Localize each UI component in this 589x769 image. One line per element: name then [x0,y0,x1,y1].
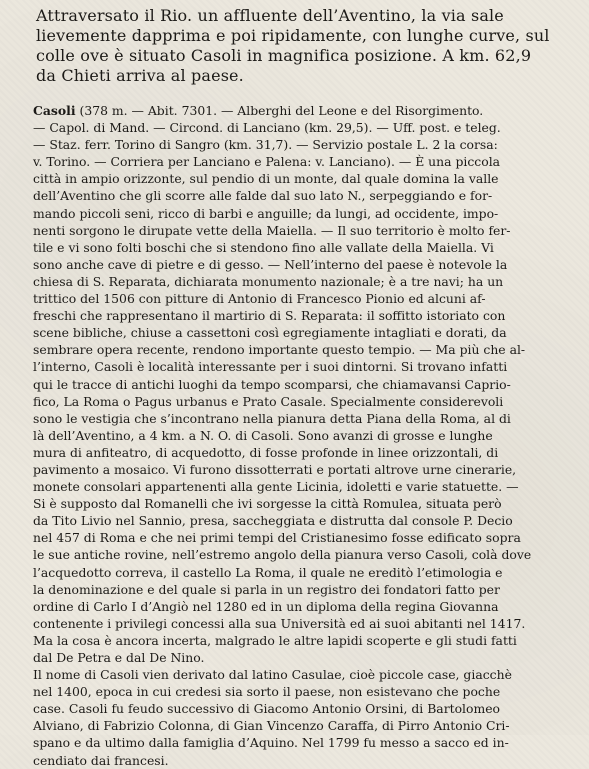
body-line: freschi che rappresentano il martirio di S. Reparata: il soffitto istoriato con [33,308,506,324]
body-line: cendiato dai francesi. [33,752,169,768]
intro-line: da Chieti arriva al paese. [36,66,244,85]
body-line: qui le tracce di antichi luoghi da tempo scomparsi, che chiamavansi Caprio- [33,376,511,392]
body-line: chiesa di S. Reparata, dichiarata monumento nazionale; è a tre navi; ha un [33,273,504,289]
intro-line: Attraversato il Rio. un affluente dell’Aventino, la via sale [36,6,504,25]
body-line: la denominazione e del quale si parla in un registro dei fondatori fatto per [33,581,500,597]
body-line: nenti sorgono le dirupate vette della Maiella. — Il suo territorio è molto fer- [33,222,511,238]
body-line: case. Casoli fu feudo successivo di Giacomo Antonio Orsini, di Bartolomeo [33,701,501,717]
body-line: l’acquedotto correva, il castello La Roma, il quale ne ereditò l’etimologia e [33,564,503,580]
body-line: mura di anfiteatro, di acquedotto, di fosse profonde in linee orizzontali, di [33,444,499,460]
body-line: Alviano, di Fabrizio Colonna, di Gian Vincenzo Caraffa, di Pirro Antonio Cri- [33,718,510,734]
body-line: Ma la cosa è ancora incerta, malgrado le altre lapidi scoperte e gli studi fatti [33,632,517,648]
body-line: — Staz. ferr. Torino di Sangro (km. 31,7). — Servizio postale L. 2 la corsa: [33,137,498,153]
body-line: dell’Aventino che gli scorre alle falde dal suo lato N., serpeggiando e for- [33,188,493,204]
body-line: ordine di Carlo I d’Angiò nel 1280 ed in un diploma della regina Giovanna [33,598,499,614]
entry-body [33,102,579,769]
body-line: l’interno, Casoli è località interessante per i suoi dintorni. Si trovano infatti [33,359,508,375]
body-line: città in ampio orizzonte, sul pendio di un monte, dal quale domina la valle [33,171,499,187]
body-line: Si è supposto dal Romanelli che ivi sorgesse la città Romulea, situata però [33,496,502,512]
intro-paragraph [36,6,576,86]
body-line: pavimento a mosaico. Vi furono dissotterrati e portati altrove urne cinerarie, [33,461,517,477]
body-line: nel 457 di Roma e che nei primi tempi del Cristianesimo fosse edificato sopra [33,530,521,546]
body-line: v. Torino. — Corriera per Lanciano e Palena: v. Lanciano). — È una piccola [33,154,501,170]
body-line: — Capol. di Mand. — Circond. di Lanciano (km. 29,5). — Uff. post. e teleg. [33,120,501,136]
body-line: nel 1400, epoca in cui credesi sia sorto il paese, non esistevano che poche [33,684,501,700]
body-line: spano e da ultimo dalla famiglia d’Aquino. Nel 1799 fu messo a sacco ed in- [33,735,509,751]
intro-line: lievemente dapprima e poi ripidamente, con lunghe curve, sul [36,26,550,45]
body-line: scene bibliche, chiuse a cassettoni così egregiamente intagliati e dorati, da [33,325,507,341]
body-line: trittico del 1506 con pitture di Antonio di Francesco Pionio ed alcuni af- [33,291,486,307]
body-line: dal De Petra e dal De Nino. [33,650,205,665]
body-line: sono anche cave di pietre e di gesso. — Nell’interno del paese è notevole la [33,256,508,272]
body-line: monete consolari appartenenti alla gente Licinia, idoletti e varie statuette. — [33,479,519,495]
body-line: là dell’Aventino, a 4 km. a N. O. di Casoli. Sono avanzi di grosse e lunghe [33,427,493,443]
body-line: sembrare opera recente, rendono importante questo tempio. — Ma più che al- [33,342,526,358]
body-line: mando piccoli seni, ricco di barbi e anguille; da lungi, ad occidente, impo- [33,205,499,221]
entry-first-line [33,102,579,119]
entry-name: Casoli [33,103,76,118]
body-line: le sue antiche rovine, nell’estremo angolo della pianura verso Casoli, colà dove [33,547,532,563]
body-line: tile e vi sono folti boschi che si stendono fino alle vallate della Maiella. Vi [33,239,494,255]
body-line: (378 m. — Abit. 7301. — Alberghi del Leone e del Risorgimento. [75,103,484,118]
body-line: Il nome di Casoli vien derivato dal latino Casulae, cioè piccole case, giacchè [33,667,512,683]
body-line: da Tito Livio nel Sannio, presa, saccheggiata e distrutta dal console P. Decio [33,513,513,529]
intro-line: colle ove è situato Casoli in magnifica posizione. A km. 62,9 [36,46,532,65]
body-line: fico, La Roma o Pagus urbanus e Prato Casale. Specialmente considerevoli [33,393,504,409]
body-line: contenente i privilegi concessi alla sua Università ed ai suoi abitanti nel 1417. [33,615,526,631]
body-line: sono le vestigia che s’incontrano nella pianura detta Piana della Roma, al di [33,410,511,426]
